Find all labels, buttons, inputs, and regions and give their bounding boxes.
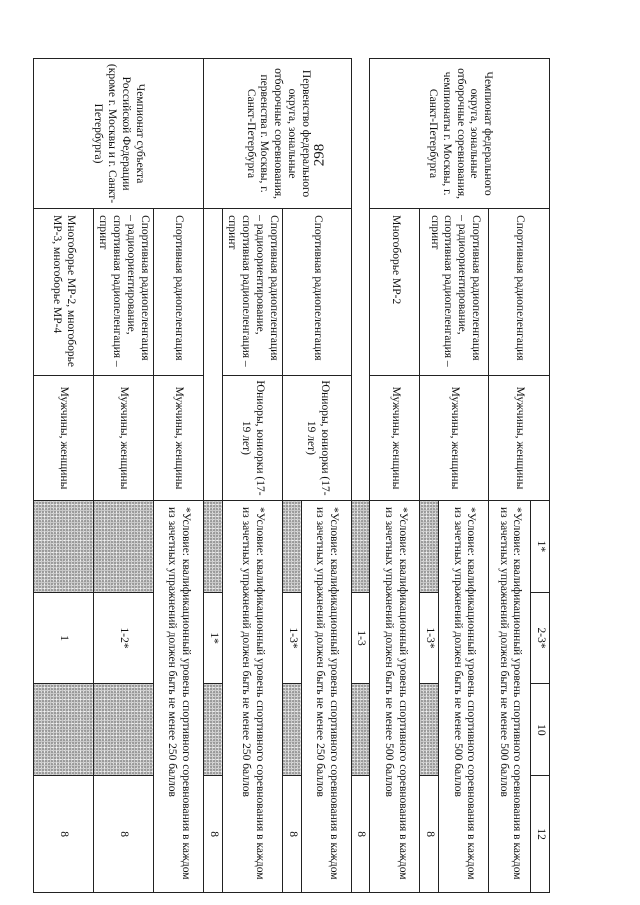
- group-cell: Юниоры, юниорки (17-19 лет): [222, 375, 282, 500]
- condition-text: *Условие: квалификационный уровень спортивного соревнования в каждом из зачетных упражнений должен быть не менее 250 баллов: [153, 501, 203, 893]
- value-cell: 1-3*: [282, 592, 301, 684]
- group-cell: Мужчины, женщины: [153, 375, 203, 500]
- table-row: [351, 59, 370, 893]
- value-cell: 8: [93, 776, 153, 893]
- value-cell: [33, 684, 93, 776]
- event-cell: Чемпионат федерального округа, зональные отборочные соревнования, чемпионаты г. Москвы, г. Санкт-Петербурга: [370, 59, 550, 209]
- group-cell: Мужчины, женщины: [33, 375, 93, 500]
- value-cell: 8: [282, 776, 301, 893]
- qualification-table: [33, 58, 550, 893]
- condition-text: *Условие: квалификационный уровень спортивного соревнования в каждом из зачетных упражнений должен быть не менее 250 баллов: [301, 501, 351, 893]
- value-cell: [33, 501, 93, 593]
- value-cell: 1*: [203, 592, 222, 684]
- group-cell: Мужчины, женщины: [489, 375, 550, 500]
- discipline-cell: Спортивная радиопеленгация – радиоориентирование, спортивная радиопеленгация – спринт: [222, 209, 282, 376]
- discipline-cell: Многоборье МР-2: [370, 209, 420, 376]
- header-col: 10: [531, 684, 550, 776]
- condition-text: *Условие: квалификационный уровень спортивного соревнования в каждом из зачетных упражнений должен быть не менее 500 баллов: [370, 501, 420, 893]
- condition-text: *Условие: квалификационный уровень спортивного соревнования в каждом из зачетных упражнений должен быть не менее 500 баллов: [439, 501, 489, 893]
- value-cell: 8: [351, 776, 370, 893]
- value-cell: 1: [33, 592, 93, 684]
- value-cell: 1-3*: [420, 592, 439, 684]
- value-cell: [203, 501, 222, 593]
- value-cell: [203, 684, 222, 776]
- group-cell: Мужчины, женщины: [93, 375, 153, 500]
- discipline-cell: Спортивная радиопеленгация: [489, 209, 550, 376]
- discipline-cell: Спортивная радиопеленгация: [153, 209, 203, 376]
- value-cell: 1-2*: [93, 592, 153, 684]
- page-number: 298: [311, 143, 328, 167]
- value-cell: 1-3: [351, 592, 370, 684]
- discipline-cell: Многоборье МР-2, многоборье МР-3, многоборье МР-4: [33, 209, 93, 376]
- group-cell: Мужчины, женщины: [420, 375, 489, 500]
- value-cell: [282, 684, 301, 776]
- header-col: 2-3*: [531, 592, 550, 684]
- condition-text: *Условие: квалификационный уровень спортивного соревнования в каждом из зачетных упражнений должен быть не менее 250 баллов: [222, 501, 282, 893]
- header-col: 12: [531, 776, 550, 893]
- value-cell: 8: [203, 776, 222, 893]
- table-row: [153, 59, 203, 893]
- group-cell: Мужчины, женщины: [370, 375, 420, 500]
- value-cell: 8: [420, 776, 439, 893]
- header-row: [531, 59, 550, 893]
- event-cell: Чемпионат субъекта Российской Федерации (кроме г. Москвы и г. Санкт-Петербурга): [33, 59, 203, 209]
- value-cell: [420, 684, 439, 776]
- value-cell: 8: [33, 776, 93, 893]
- value-cell: [93, 684, 153, 776]
- group-cell: Юниоры, юниорки (17-19 лет): [282, 375, 351, 500]
- rotated-table-wrapper: [51, 58, 550, 893]
- value-cell: [420, 501, 439, 593]
- condition-text: *Условие: квалификационный уровень спортивного соревнования в каждом из зачетных упражнений должен быть не менее 500 баллов: [489, 501, 531, 893]
- discipline-cell: Спортивная радиопеленгация – радиоориентирование, спортивная радиопеленгация – спринт: [93, 209, 153, 376]
- header-col: 1*: [531, 501, 550, 593]
- discipline-cell: Спортивная радиопеленгация: [282, 209, 351, 376]
- value-cell: [93, 501, 153, 593]
- value-cell: [351, 501, 370, 593]
- discipline-cell: Спортивная радиопеленгация – радиоориентирование, спортивная радиопеленгация – спринт: [420, 209, 489, 376]
- value-cell: [351, 684, 370, 776]
- table-row: [301, 59, 351, 893]
- value-cell: [282, 501, 301, 593]
- event-cell: Первенство федерального округа, зональные отборочные соревнования, первенства г. Москвы, г. Санкт-Петербурга: [203, 59, 351, 209]
